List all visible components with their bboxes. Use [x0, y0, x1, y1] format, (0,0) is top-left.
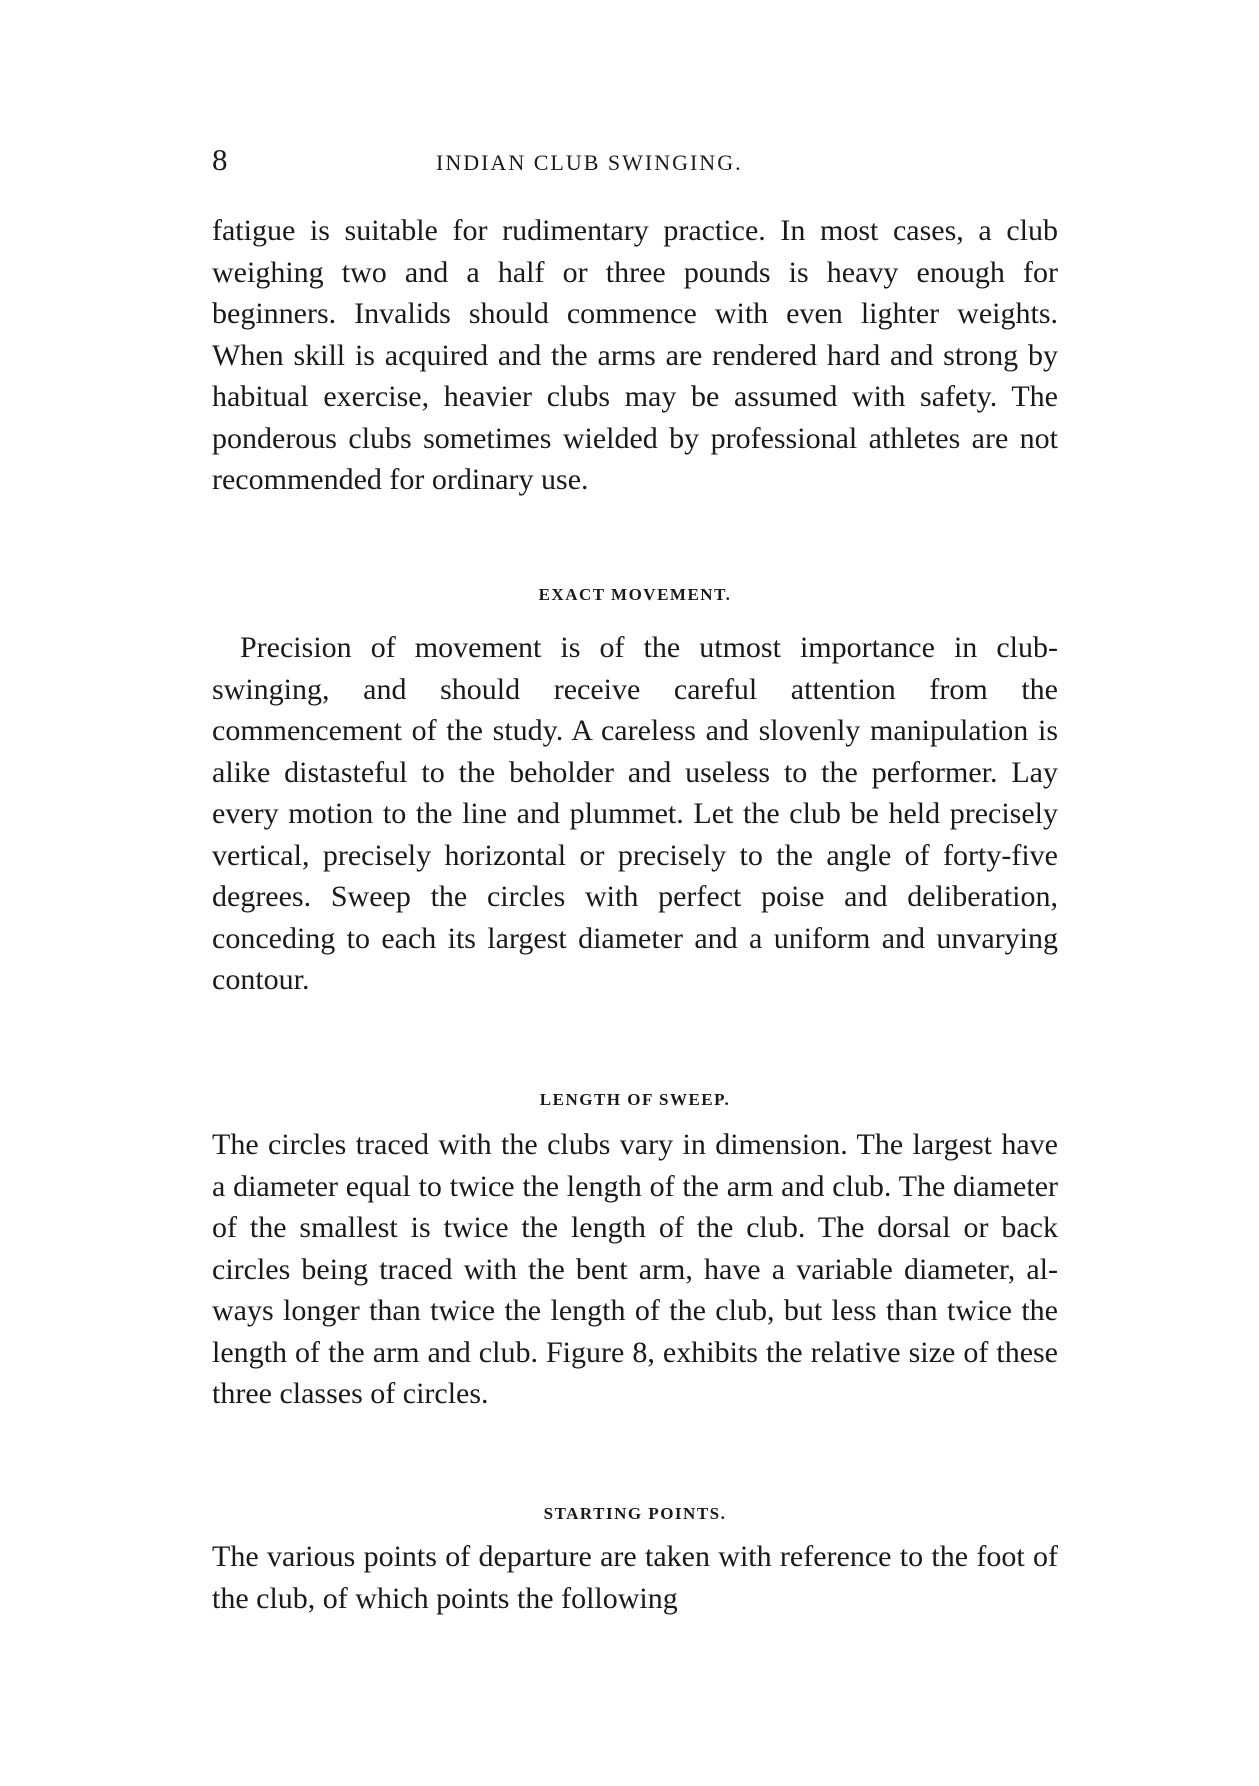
page-number: 8: [212, 142, 228, 177]
heading-starting-points: STARTING POINTS.: [543, 1504, 727, 1523]
running-head: [212, 142, 1058, 182]
paragraph-length-of-sweep: The circles traced with the clubs vary in dimension. The largest have a diameter equal to twice the length of the arm and club. The diameter of the smallest is twice the length of the club. The dorsal or back circles being traced with the bent arm, have a variable diameter, always longer than twice the length of the club, but less than twice the length of the arm and club. Figure 8, exhibits the relative size of these three classes of circles.: [212, 1128, 1058, 1410]
heading-exact-movement: EXACT MOVEMENT.: [538, 585, 732, 604]
heading-length-of-sweep: LENGTH OF SWEEP.: [539, 1090, 731, 1109]
paragraph-fatigue: fatigue is suitable for rudimentary practice. In most cases, a club weighing two and a half or three pounds is heavy enough for beginners. Invalids should commence with even lighter weights. When skill is acquired and the arms are rendered hard and strong by habitual exercise, heavier clubs may be assumed with safety. The ponderous clubs sometimes wielded by professional athletes are not recommended for ordinary use.: [212, 214, 1058, 496]
paragraph-starting-points: The various points of departure are taken with reference to the foot of the club, of which points the following: [212, 1540, 1058, 1615]
running-title: INDIAN CLUB SWINGING.: [436, 150, 743, 175]
paragraph-exact-movement: Precision of movement is of the utmost importance in club-swinging, and should receive careful attention from the commencement of the study. A careless and slovenly manipulation is alike distasteful to the beholder and useless to the performer. Lay every motion to the line and plummet. Let the club be held precisely vertical, precisely horizontal or precisely to the angle of forty-five degrees. Sweep the circles with perfect poise and deliberation, conceding to each its largest diameter and a uniform and unvarying contour.: [212, 631, 1058, 996]
